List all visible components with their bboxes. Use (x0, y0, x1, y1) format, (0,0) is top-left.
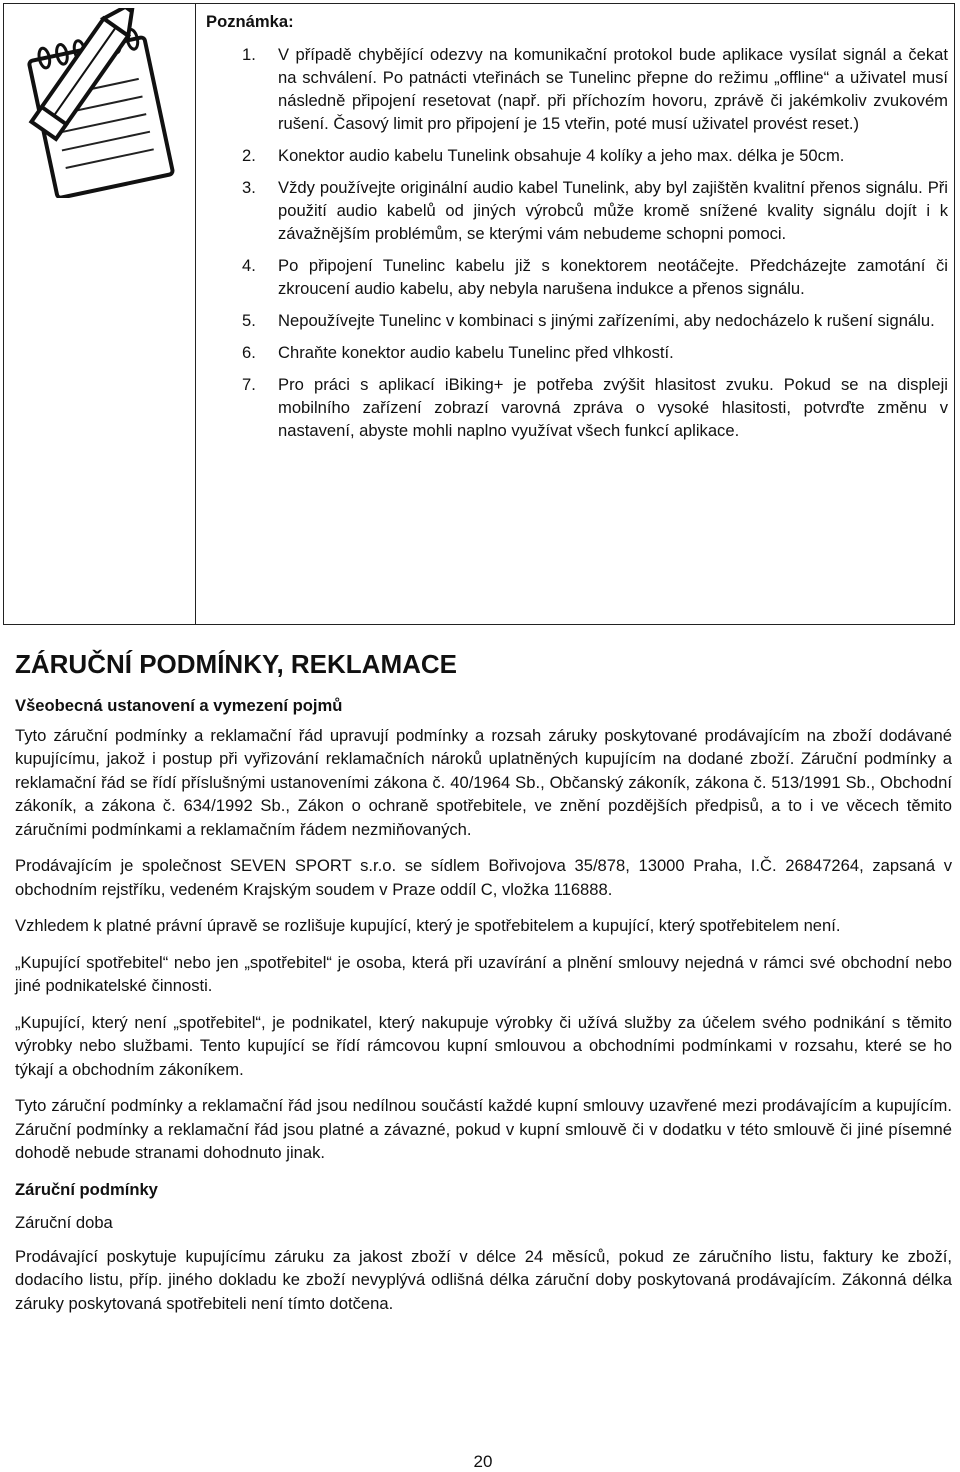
paragraph: Tyto záruční podmínky a reklamační řád jsou nedílnou součástí každé kupní smlouvy uzavřené mezi prodávajícím a kupujícím. Záruční podmínky a reklamační řád jsou platné a závazné, pokud v kupní smlouvě či v dodatku v této smlouvě či jiné písemné dohodě nebude stranami dohodnuto jinak. (15, 1096, 952, 1162)
note-item-text: Konektor audio kabelu Tunelink obsahuje 4 kolíky a jeho max. délka je 50cm. (278, 146, 845, 165)
paragraph: Prodávající poskytuje kupujícímu záruku za jakost zboží v délce 24 měsíců, pokud ze záručního listu, faktury ke zboží, dodacího listu, příp. jiného dokladu ke zboží nevyplývá odlišná délka záruční doby poskytovaná prodávajícím. Zákonná délka záruky poskytovaná spotřebiteli není tímto dotčena. (15, 1246, 952, 1313)
note-item (206, 341, 948, 364)
note-item-number: 2. (242, 146, 256, 165)
note-item (206, 176, 948, 245)
warranty-period-heading: Záruční doba (15, 1213, 113, 1232)
section-heading: ZÁRUČNÍ PODMÍNKY, REKLAMACE (15, 649, 457, 679)
note-divider (195, 4, 196, 624)
page-number: 20 (473, 1452, 493, 1471)
note-item-text: Chraňte konektor audio kabelu Tunelinc před vlhkostí. (278, 343, 674, 362)
note-item-number: 1. (242, 45, 256, 64)
note-item-number: 3. (242, 178, 256, 197)
paragraph: „Kupující spotřebitel“ nebo jen „spotřebitel“ je osoba, která při uzavírání a plnění smlouvy nejedná v rámci své obchodní nebo jiné podnikatelské činnosti. (15, 952, 952, 995)
paragraph: Prodávajícím je společnost SEVEN SPORT s.r.o. se sídlem Bořivojova 35/878, 13000 Praha, I.Č. 26847264, zapsaná v obchodním rejstříku, vedeném Krajským soudem v Praze oddíl C, vložka 116888. (15, 856, 952, 899)
paragraph: „Kupující, který není „spotřebitel“, je podnikatel, který nakupuje výrobky či užívá služby za účelem svého podnikání s těmito výrobky nebo službami. Tento kupující se řídí rámcovou kupní smlouvou a obchodními podmínkami v rozsahu, které se ho týkají a obchodním zákoníkem. (15, 1012, 952, 1079)
note-item-text: Pro práci s aplikací iBiking+ je potřeba zvýšit hlasitost zvuku. Pokud se na displeji mobilního zařízení zobrazí varovná zpráva o vysoké hlasitosti, potvrďte změnu v nastavení, abyste mohli naplno využívat všech funkcí aplikace. (278, 375, 948, 440)
note-item (206, 373, 948, 442)
note-title: Poznámka: (206, 12, 294, 31)
paragraph: Tyto záruční podmínky a reklamační řád upravují podmínky a rozsah záruky poskytované prodávajícím na zboží dodávané kupujícímu, jakož i postup při vyřizování reklamačních nároků uplatněných kupujícím na dodané zboží. Záruční podmínky a reklamační řád se řídí příslušnými ustanoveními zákona č. 40/1964 Sb., Občanský zákoník, zákona č. 513/1991 Sb., Obchodní zákoník, a zákona č. 634/1992 Sb., Zákon o ochraně spotřebitele, ve znění pozdějších předpisů, a to i ve věcech těmito záručními podmínkami a reklamačním řádem nezmiňovaných. (15, 725, 952, 839)
note-item-text: Vždy používejte originální audio kabel Tunelink, aby byl zajištěn kvalitní přenos signálu. Při použití audio kabelů od jiných výrobců může kromě snížené kvality signálu dojít i k závažnějším problémům, se kterými vám nebudeme schopni pomoci. (278, 178, 948, 243)
notepad-pencil-icon (14, 8, 184, 198)
note-item-text: Nepoužívejte Tunelinc v kombinaci s jinými zařízeními, aby nedocházelo k rušení signálu. (278, 311, 935, 330)
warranty-section (15, 648, 952, 1328)
note-item-number: 6. (242, 343, 256, 362)
note-item (206, 254, 948, 300)
note-item-text: V případě chybějící odezvy na komunikační protokol bude aplikace vysílat signál a čekat na schválení. Po patnácti vteřinách se Tunelinc přepne do režimu „offline“ a uživatel musí následně připojení resetovat (např. při příchozím hovoru, zprávě či jakémkoliv zvukovém rušení. Časový limit pro připojení je 15 vteřin, poté musí uživatel provést reset.) (278, 45, 948, 133)
note-content (206, 10, 948, 451)
note-box (3, 3, 955, 625)
note-item-number: 5. (242, 311, 256, 330)
warranty-conditions-heading: Záruční podmínky (15, 1179, 158, 1199)
paragraph: Vzhledem k platné právní úpravě se rozlišuje kupující, který je spotřebitelem a kupující, který spotřebitelem není. (15, 916, 841, 935)
note-item-number: 4. (242, 256, 256, 275)
general-provisions-heading: Všeobecná ustanovení a vymezení pojmů (15, 696, 343, 715)
note-item (206, 43, 948, 135)
note-item-number: 7. (242, 375, 256, 394)
note-item (206, 144, 948, 167)
note-item-text: Po připojení Tunelinc kabelu již s konektorem neotáčejte. Předcházejte zamotání či zkroucení audio kabelu, aby nebyla narušena indukce a přenos signálu. (278, 256, 948, 298)
note-item (206, 309, 948, 332)
